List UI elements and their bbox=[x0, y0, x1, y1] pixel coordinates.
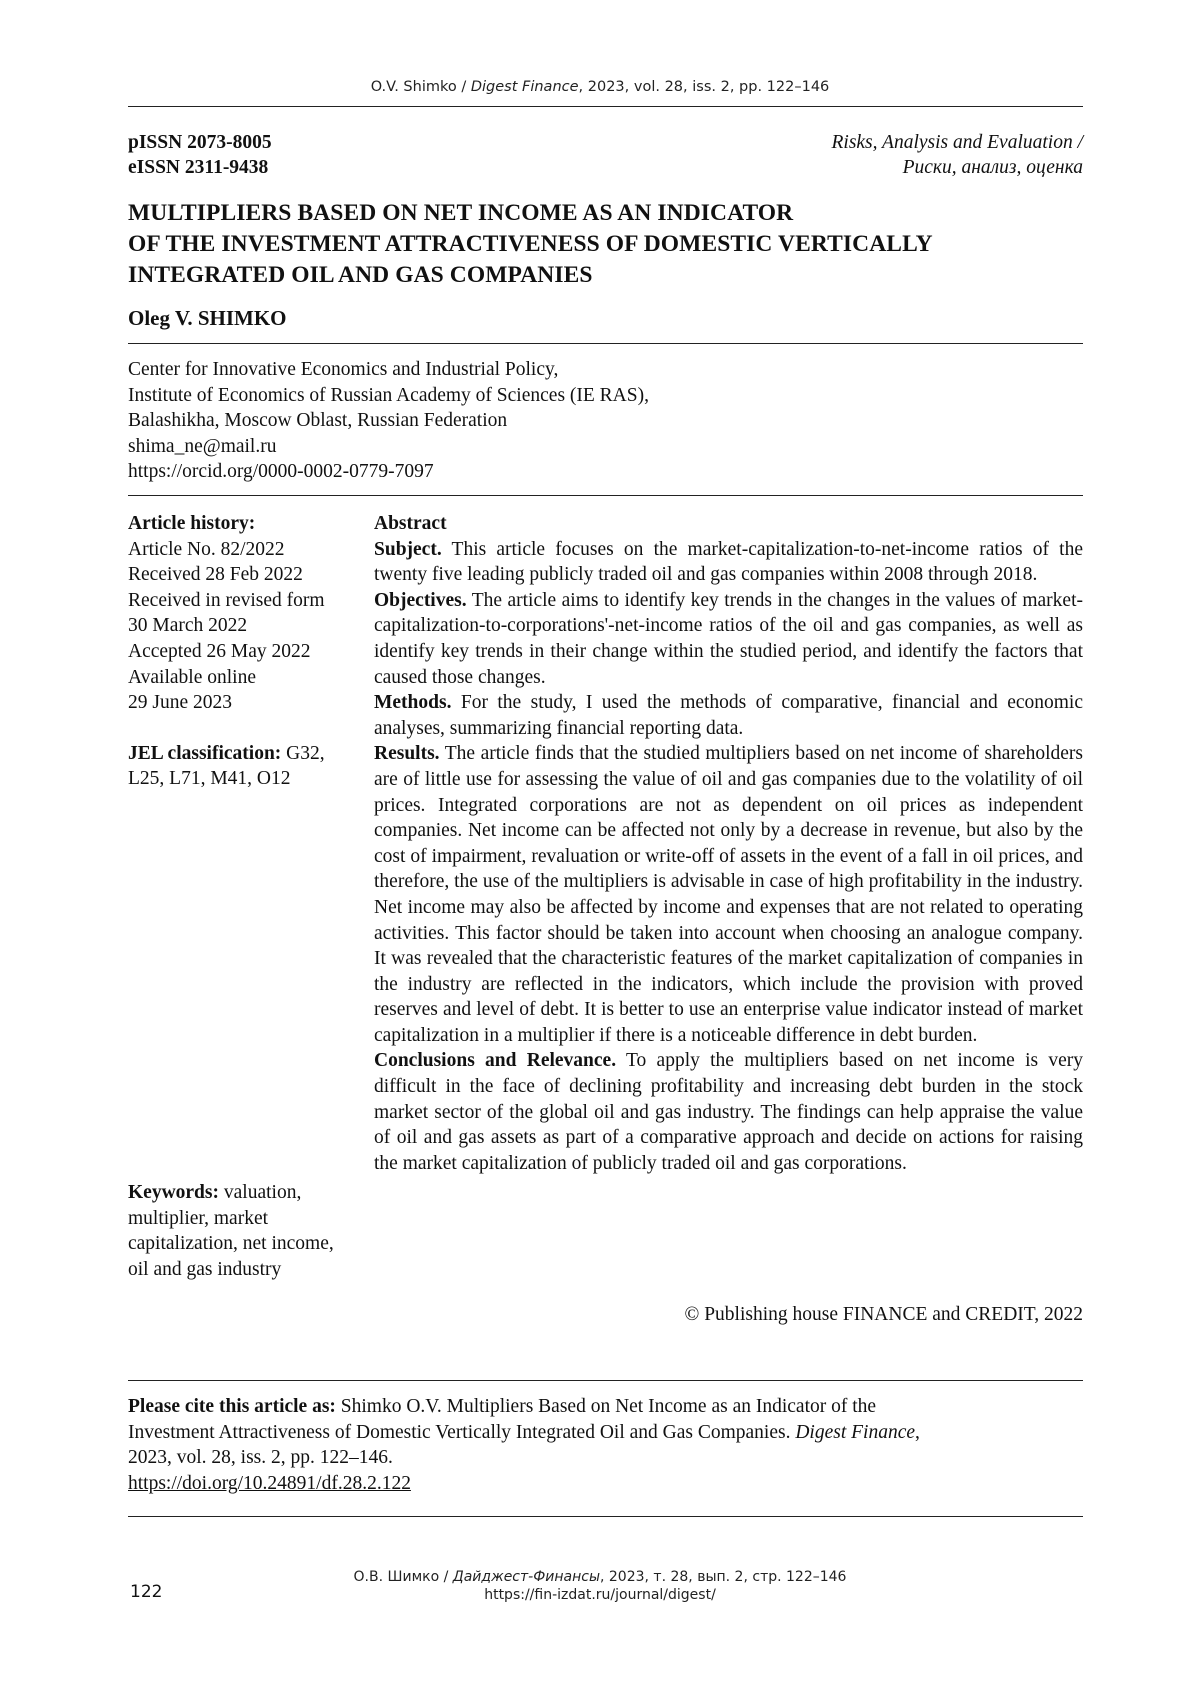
citation-bottom-divider bbox=[128, 1516, 1083, 1517]
history-line: Received 28 Feb 2022 bbox=[128, 564, 303, 586]
footer-details: , 2023, т. 28, вып. 2, стр. 122–146 bbox=[600, 1569, 847, 1585]
running-head-journal: Digest Finance bbox=[470, 79, 579, 95]
footer-journal: Дайджест-Финансы bbox=[452, 1569, 600, 1585]
abstract-objectives bbox=[374, 588, 1083, 690]
abstract bbox=[374, 511, 1083, 1176]
abstract-methods bbox=[374, 690, 1083, 741]
footer-author: О.В. Шимко / bbox=[353, 1569, 449, 1585]
methods-text: For the study, I used the methods of comparative, financial and economic analyses, summarizing financial reporting data. bbox=[374, 692, 1083, 739]
citation-block bbox=[128, 1394, 1058, 1496]
abstract-subject bbox=[374, 537, 1083, 588]
affiliation-line: Balashikha, Moscow Oblast, Russian Federation bbox=[128, 410, 508, 431]
results-text: The article finds that the studied multipliers based on net income of shareholders are of little use for assessing the value of oil and gas companies due to the volatility of oil prices. Integrated corporations are not as dependent on oil prices as independent companies. Net income can be affected not only by a decrease in revenue, but also by the cost of impairment, revaluation or write-off of assets in the event of a fall in oil prices, and therefore, the use of the multipliers is advisable in case of high profitability in the industry. Net income may also be affected by income and expenses that are not related to operating activities. This factor should be taken into account when choosing an analogue company. It was revealed that the characteristic features of the market capitalization of companies in the industry are reflected in the indicators, which include the provision with proved reserves and level of debt. It is better to use an enterprise value indicator instead of market capitalization in a multiplier if there is a noticeable difference in debt burden. bbox=[374, 743, 1083, 1046]
running-head bbox=[0, 79, 1200, 95]
affiliation-divider bbox=[128, 495, 1083, 496]
title-line: INTEGRATED OIL AND GAS COMPANIES bbox=[128, 262, 593, 288]
title-line: MULTIPLIERS BASED ON NET INCOME AS AN INDICATOR bbox=[128, 200, 794, 226]
keywords-line: oil and gas industry bbox=[128, 1258, 282, 1280]
citation-comma: , bbox=[915, 1421, 920, 1443]
history-line: Article No. 82/2022 bbox=[128, 538, 285, 560]
page-number: 122 bbox=[130, 1582, 163, 1602]
jel-classification bbox=[128, 741, 363, 792]
keywords-label: Keywords: bbox=[128, 1182, 219, 1203]
running-head-author: O.V. Shimko / bbox=[370, 79, 467, 95]
author-divider bbox=[128, 343, 1083, 344]
pissn: pISSN 2073-8005 bbox=[128, 132, 272, 153]
history-line: 29 June 2023 bbox=[128, 692, 232, 714]
footer bbox=[0, 1568, 1200, 1604]
article-history bbox=[128, 511, 363, 792]
subject-text: This article focuses on the market-capitalization-to-net-income ratios of the twenty five leading publicly traded oil and gas companies within 2008 through 2018. bbox=[374, 538, 1083, 586]
footer-url[interactable]: https://fin-izdat.ru/journal/digest/ bbox=[484, 1587, 716, 1603]
author-name: Oleg V. SHIMKO bbox=[128, 306, 287, 330]
section-ru: Риски, анализ, оценка bbox=[902, 157, 1083, 178]
citation-line: Investment Attractiveness of Domestic Vertically Integrated Oil and Gas Companies. bbox=[128, 1421, 791, 1443]
author-orcid[interactable]: https://orcid.org/0000-0002-0779-7097 bbox=[128, 461, 434, 482]
affiliation-line: Center for Innovative Economics and Industrial Policy, bbox=[128, 359, 559, 380]
citation-label: Please cite this article as: bbox=[128, 1396, 336, 1417]
methods-label: Methods. bbox=[374, 692, 452, 714]
subject-label: Subject. bbox=[374, 538, 442, 560]
jel-label: JEL classification: bbox=[128, 742, 282, 764]
history-line: Available online bbox=[128, 666, 256, 688]
article-title bbox=[128, 198, 1088, 291]
jel-value: G32, L25, L71, M41, O12 bbox=[128, 742, 325, 790]
section-en: Risks, Analysis and Evaluation / bbox=[831, 132, 1083, 153]
affiliation bbox=[128, 357, 649, 485]
top-divider bbox=[128, 106, 1083, 107]
issn-block bbox=[128, 130, 272, 180]
keywords-first: valuation, bbox=[219, 1182, 302, 1203]
results-label: Results. bbox=[374, 743, 440, 765]
journal-section bbox=[831, 130, 1083, 180]
history-label: Article history: bbox=[128, 513, 256, 534]
abstract-results bbox=[374, 741, 1083, 1048]
citation-line: 2023, vol. 28, iss. 2, pp. 122–146. bbox=[128, 1447, 393, 1469]
doi-link[interactable]: https://doi.org/10.24891/df.28.2.122 bbox=[128, 1472, 411, 1494]
history-line: 30 March 2022 bbox=[128, 615, 248, 637]
copyright-notice: © Publishing house FINANCE and CREDIT, 2022 bbox=[684, 1304, 1083, 1325]
author-email[interactable]: shima_ne@mail.ru bbox=[128, 435, 277, 457]
affiliation-line: Institute of Economics of Russian Academy of Sciences (IE RAS), bbox=[128, 384, 649, 406]
keywords-line: capitalization, net income, bbox=[128, 1233, 334, 1255]
abstract-heading: Abstract bbox=[374, 513, 447, 534]
eissn: eISSN 2311-9438 bbox=[128, 157, 269, 178]
conclusions-text: To apply the multipliers based on net income is very difficult in the face of declining profitability and increasing debt burden in the stock market sector of the global oil and gas industry. The findings can help appraise the value of oil and gas assets as part of a comparative approach and decide on actions for raising the market capitalization of publicly traded oil and gas corporations. bbox=[374, 1050, 1083, 1174]
keywords-line: multiplier, market bbox=[128, 1207, 269, 1229]
conclusions-label: Conclusions and Relevance. bbox=[374, 1050, 617, 1072]
keywords bbox=[128, 1180, 368, 1282]
citation-journal: Digest Finance bbox=[790, 1421, 916, 1443]
running-head-details: , 2023, vol. 28, iss. 2, pp. 122–146 bbox=[578, 79, 830, 95]
title-line: OF THE INVESTMENT ATTRACTIVENESS OF DOMESTIC VERTICALLY bbox=[128, 231, 933, 257]
abstract-conclusions bbox=[374, 1048, 1083, 1176]
history-line: Accepted 26 May 2022 bbox=[128, 640, 311, 662]
history-line: Received in revised form bbox=[128, 589, 325, 611]
objectives-text: The article aims to identify key trends in the changes in the values of market-capitalization-to-corporations'-net-income ratios of the oil and gas companies, as well as identify key trends in their change within the studied period, and identify the factors that caused those changes. bbox=[374, 589, 1083, 688]
citation-line: Shimko O.V. Multipliers Based on Net Income as an Indicator of the bbox=[335, 1396, 877, 1417]
citation-top-divider bbox=[128, 1380, 1083, 1381]
objectives-label: Objectives. bbox=[374, 589, 467, 611]
